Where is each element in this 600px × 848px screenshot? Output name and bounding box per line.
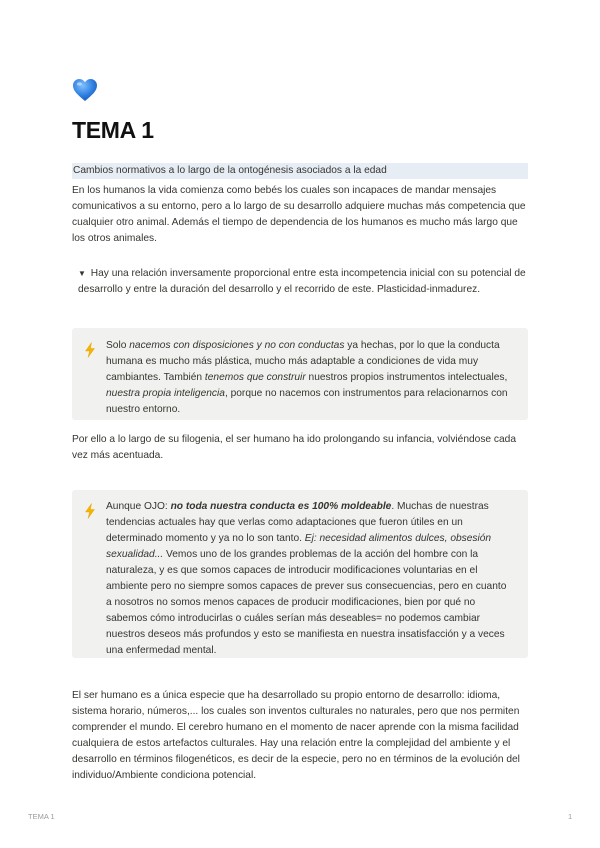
callout-1-text: Solo nacemos con disposiciones y no con conductas ya hechas, por lo que la conducta humana es mucho más plástica, mucho más adaptable a condiciones de vida muy cambiantes. También tenemos que construir nuestros propios instrumentos intelectuales, nuestra propia inteligencia, porque no nacemos con instrumentos para relacionarnos con nuestro entorno. [106,340,508,415]
toggle-arrow-icon[interactable]: ▼ [78,269,86,278]
callout-2-text: Aunque OJO: no toda nuestra conducta es 100% moldeable. Muchas de nuestras tendencias actuales hay que verlas como adaptaciones que fueron útiles en un determinado momento y ya no lo son tanto. Ej: necesidad alimentos dulces, obsesión sexualidad... Vemos uno de los grandes problemas de la acción del hombre con la naturaleza, y es que somos capaces de introducir modificaciones voluntarias en el ambiente pero no siempre somos capaces de prever sus consecuencias, pero en cuanto a nosotros no somos menos capaces de producir modificaciones, bien por qué no sabemos cómo introducirlas o cuáles serían más deseables= no podemos cambiar nuestros deseos más profundos y esto se manifiesta en nuestra insatisfacción y a veces una enfermedad mental. [106,501,507,656]
page-title: TEMA 1 [72,117,154,143]
paragraph-1: En los humanos la vida comienza como bebés los cuales son incapaces de mandar mensajes comunicativos a su entorno, pero a lo largo de su desarrollo adquiere muchas más competencia que cualquier otro animal. Además el tiempo de dependencia de los humanos es mucho más largo que los otros animales. [72,185,526,244]
toggle-text: Hay una relación inversamente proporcional entre esta incompetencia inicial con su potencial de desarrollo y entre la duración del desarrollo y el recorrido de este. Plasticidad-inmadurez. [78,268,526,295]
paragraph-3: El ser humano es a única especie que ha desarrollado su propio entorno de desarrollo: idioma, sistema horario, números,... los cuales son inventos culturales no naturales, pero que nos permiten comprender el mundo. El cerebro humano en el momento de nacer aprende con la misma facilidad cualquiera de estos artefactos culturales. Hay una relación entre la complejidad del ambiente y el desarrollo en términos filogenéticos, es decir de la especie, pero no en términos de la evolución del individuo/Ambiente condiciona potencial. [72,690,520,781]
toggle-block[interactable] [78,266,530,298]
callout-2 [72,490,528,658]
lightning-icon [84,342,96,358]
blue-heart-icon [72,78,98,102]
paragraph-2: Por ello a lo largo de su filogenia, el ser humano ha ido prolongando su infancia, volviéndose cada vez más acentuada. [72,434,517,461]
lightning-icon [84,503,96,519]
page-number: 1 [568,812,573,821]
callout-1 [72,328,528,420]
footer-title: TEMA 1 [28,812,55,821]
subtitle-highlight: Cambios normativos a lo largo de la ontogénesis asociados a la edad [72,163,528,179]
